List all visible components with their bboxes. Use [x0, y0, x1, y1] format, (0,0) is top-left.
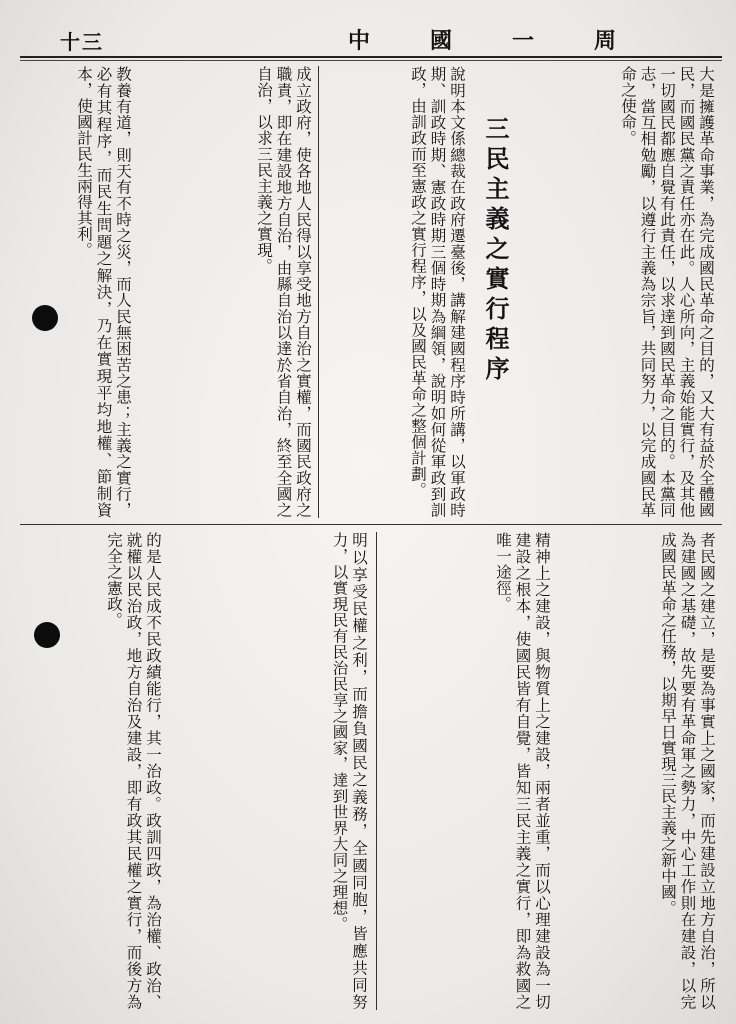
text-block-top-mid-left: 成立政府，使各地人民得以享受地方自治之實權，而國民政府之職責，即在建設地方自治，由縣自治以達於省自治，終至全國之自治，以求三民主義之實現。: [255, 66, 312, 518]
text-block-bottom-mid-right: 精神上之建設，與物質上之建設，兩者並重，而以心理建設為一切建設之根本，使國民皆有自覺，皆知三民主義之實行，即為救國之唯一途徑。: [494, 532, 551, 1010]
page-number: 十三: [60, 30, 104, 54]
text-block-bottom-right: 者民國之建立，是要為事實上之國家，而先建設立地方自治，所以為建國之基礎，故先要有革命軍之勢力，中心工作則在建設，以完成國民革命之任務，以期早日實現三民主義之新中國。: [659, 532, 716, 1010]
text-block-bottom-mid-left: 明以享受民權之利，而擔負國民之義務，全國同胞，皆應共同努力，以實現民有民治民享之國家，達到世界大同之理想。: [330, 532, 368, 1010]
header-rule: [20, 56, 722, 58]
article-heading: 三民主義之實行程序: [481, 116, 510, 386]
publication-title: 中國一周: [347, 28, 676, 54]
section-rule: [20, 524, 722, 525]
page-header: [20, 22, 716, 52]
column-rule: [376, 532, 377, 1010]
header-rule-thin: [20, 60, 722, 61]
text-block-top-right: 大是擁護革命事業，為完成國民革命之目的，又大有益於全體國民，而國民黨之責任亦在此。人心所向，主義始能實行，及其他一切國民都應自覺有此責任，以求達到國民革命之目的。本黨同志，當互相勉勵，以遵行主義為宗旨，共同努力，以完成國民革命之使命。: [619, 66, 715, 518]
punch-hole-bottom: [34, 622, 60, 648]
column-rule: [318, 66, 319, 518]
punch-hole-top: [32, 305, 58, 331]
text-block-top-mid-right: 說明本文係總裁在政府遷臺後，講解建國程序時所講，以軍政時期、訓政時期、憲政時期三個時期為綱領，說明如何從軍政到訓政，由訓政而至憲政之實行程序，以及國民革命之整個計劃。: [409, 66, 466, 518]
text-block-top-left: 教養有道，則天有不時之災，而人民無困苦之患；主義之實行，必有其程序，而民生問題之解決，乃在實現平均地權、節制資本，使國計民生兩得其利。: [75, 66, 132, 518]
text-block-bottom-left: 的是人民成不民政績能行，其一治政。政訓四政，為治權、政治、就權以民治政，地方自治及建設，即有政其民權之實行，而後方為完全之憲政。: [105, 532, 162, 1010]
